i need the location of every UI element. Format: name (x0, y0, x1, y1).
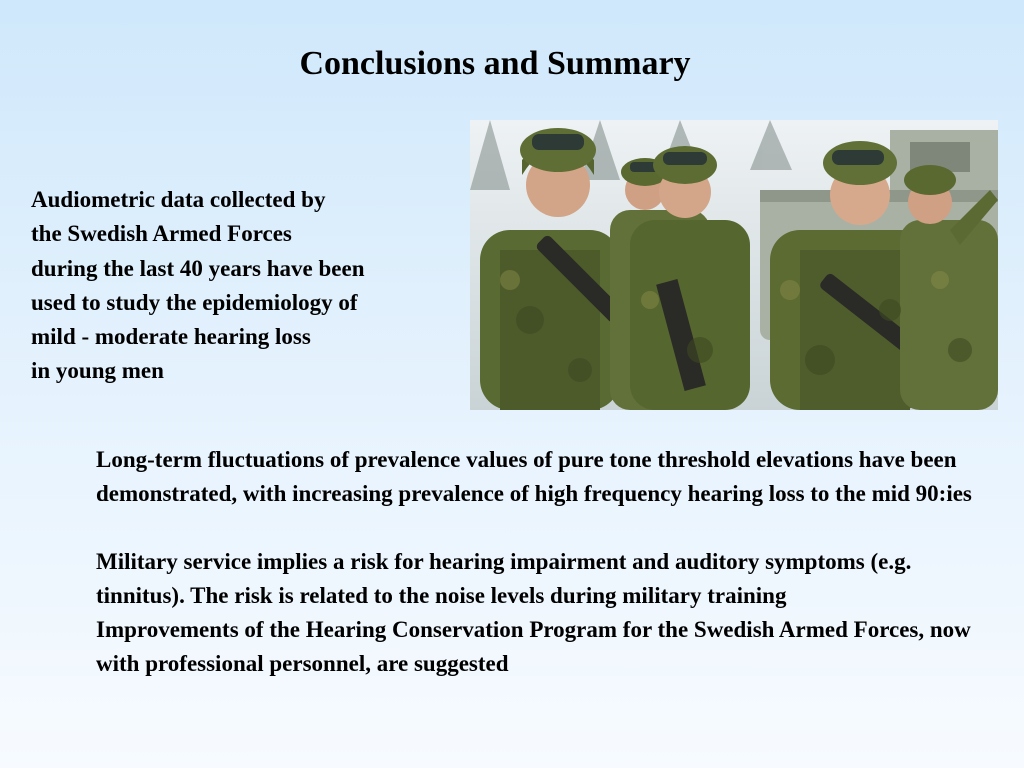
conclusions-text (96, 443, 976, 681)
conclusion-paragraph: Military service implies a risk for hearing impairment and auditory symptoms (e.g. tinnitus). The risk is related to the noise levels during military training (96, 549, 912, 608)
paragraph-gap (96, 511, 976, 545)
intro-line: Audiometric data collected by (31, 187, 326, 212)
conclusion-paragraph: Long-term fluctuations of prevalence values of pure tone threshold elevations have been demonstrated, with increasing prevalence of high frequency hearing loss to the mid 90:ies (96, 447, 972, 506)
conclusion-paragraph: Improvements of the Hearing Conservation Program for the Swedish Armed Forces, now with professional personnel, are suggested (96, 617, 971, 676)
intro-text (31, 183, 461, 389)
intro-line: mild - moderate hearing loss (31, 324, 311, 350)
intro-line: the Swedish Armed Forces (31, 221, 292, 247)
intro-line: during the last 40 years have been (31, 255, 365, 281)
intro-line: used to study the epidemiology of (31, 289, 358, 315)
intro-line: in young men (31, 358, 164, 384)
soldiers-photo (470, 120, 998, 410)
slide-title: Conclusions and Summary (299, 45, 691, 82)
